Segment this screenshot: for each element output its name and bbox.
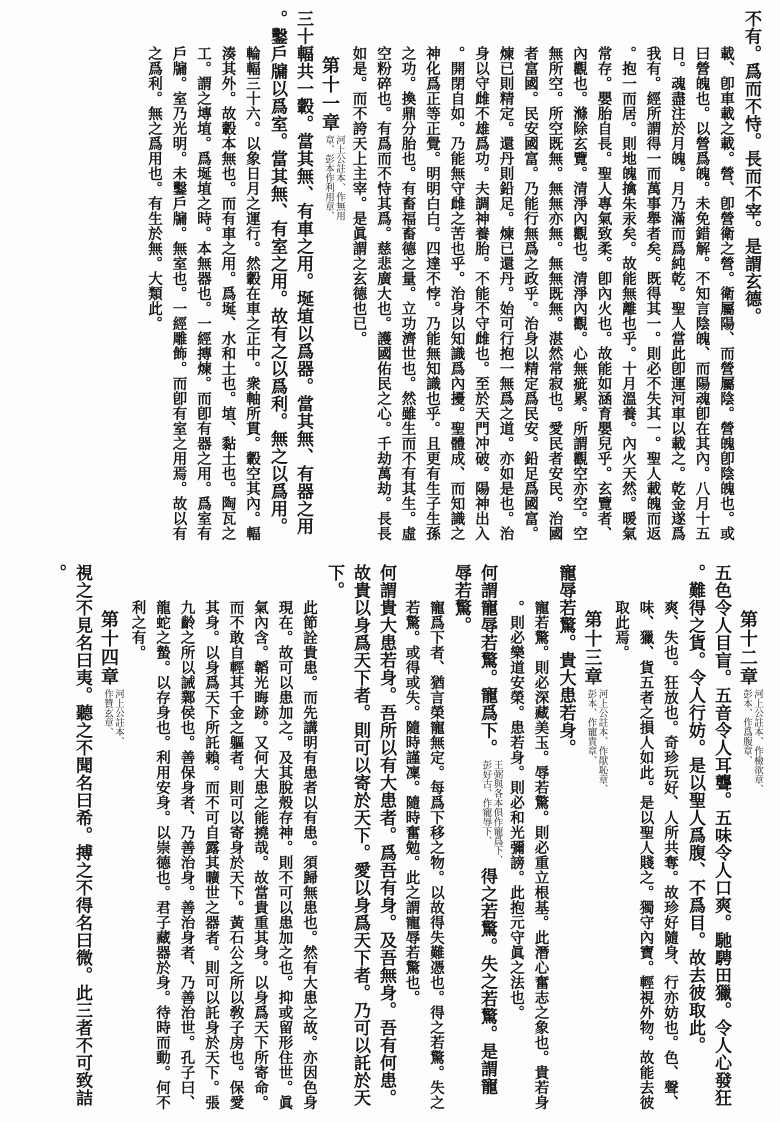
edition-variant-note: 河上公註本、作無用章、彭本作利用章、 (323, 135, 345, 221)
edition-variant-note: 河上公註本、作檢欲章、彭本、作爲腹章、 (741, 689, 763, 794)
chapter-heading: 第十四章河上公註本、作贊玄章、 (95, 610, 125, 1112)
commentary-text: 輪輻三十六。以象日月之運行。然轂在車之正中。衆軸所貫。轂空其內。輻湊其外。故轂本無也。而有車之用。爲埏、水和土也。埴、黏土也。陶瓦之工。謂之塼埴。爲埏埴之時。本無器也。一經摶煉。而卽有器之用。爲室有戶牖。室乃光明。未鑿戶牖。無室也。一經雕飾。而卽有室之用焉。故以有之爲利。無之爲用也。有生於無。大類此。 (146, 46, 261, 541)
scripture-text: 三十輻共一轂。當其無、有車之用。埏埴以爲器。當其無、有器之用。鑿戶牖以爲室。當其無、有室之用。故有之以爲利。無之以爲用。 (267, 10, 313, 535)
edition-variant-note: 河上公註本、作贊玄章、 (102, 689, 124, 746)
edition-variant-note: 河上公註本、作猒恥章、彭本、作寵貴章、 (585, 689, 608, 794)
scripture-text: 五色令人目盲。五音令人耳聾。五味令人口爽。馳騁田獵。令人心發狂。難得之貨。令人行妨。是以聖人爲腹、不爲目。故去彼取此。 (685, 564, 731, 1107)
edition-variant-note: 王弼與各本俱作寵爲下、彭好古、作寵辱下、 (480, 759, 503, 864)
scripture-text: 寵辱若驚。貴大患若身。 (555, 564, 576, 757)
scripture-text: 視之不見名曰夷。聽之不聞名曰希。搏之不得名曰微。此三者不可致詰。 (46, 564, 92, 1107)
page-bottom-register (16, 564, 764, 1112)
commentary-text: 寵爲下者、猶言榮寵無定。每爲下移之物。以故得失難憑也。得之若驚。失之若驚。或得或失。隨時謹凜。隨時奮勉。此之謂寵辱若驚也。 (403, 600, 445, 1110)
chapter-heading: 第十三章河上公註本、作猒恥章、彭本、作寵貴章、 (581, 610, 608, 794)
commentary-text: 寵若驚。則必深藏美玉。辱若驚。則必重立根基。此潛心奮志之象也。貴若身。則必樂道安榮。患若身。則必和光彌謗。此抱元守眞之法也。 (508, 600, 550, 1110)
chapter-heading: 第十一章河上公註本、作無用章、彭本作利用章、 (316, 56, 346, 548)
commentary-text: 載、卽車載之載。營、卽營衛之營。衛屬陽、而營屬陰。營魄卽陰魄也。或曰營魄也。以營爲魄。未免錯解。不知言陰魄、而陽魂卽在其內。八月十五日。魂盡注於月魄。月乃滿而爲純乾。聖人當此卽運河車以載之。乾金遂爲我有。經所謂得一而萬事舉者矣。既得其一。則必不失其一。聖人載魄而返。抱一而居。則地魄擒朱汞矣。故能無離也乎。十月溫養。內火天然。暖氣常存。嬰胎自長。聖人專氣致柔。卽內火也。故能如涵育嬰兒乎。玄覽者、內觀也。滌除玄覽。清淨內觀也。清淨內觀。心無疵累。所謂觀空亦空。空無所空。所空既無。無無亦無。無無既無。湛然常寂也。愛民者安民。治國者富國。民安國富。乃能行無爲之政乎。治身以精定爲民安。鉛足爲國富。煉已則精定。還丹則鉛足。煉已還丹。始可行抱一無爲之道。亦如是也。治身以守雌不雄爲功。夫調神養胎。不能不守雌也。至於天門冲破。陽神出入。開閉自如。乃能無守雌之苦也乎。治身以知識爲內擾。聖體成、而知識之神化爲正等正覺。明明白白。四達不悖。乃能無知識也乎。且更有生子生孫之功。換鼎分胎也。有畜福畜德之量。立功濟世也。然雖生而不有其生。虛空粉碎也。有爲而不恃其爲。慈悲廣大也。護國佑民之心。千劫萬劫。長長如是。而不誇天上主宰。是眞謂之玄德也已。 (350, 46, 735, 541)
scripture-text: 何謂貴大患若身。吾所以有大患者。爲吾有身。及吾無身。吾有何患。故貴以身爲天下者。則可以寄於天下。愛以身爲天下者。乃可以託於天下。 (324, 564, 396, 1107)
scripture-text: 不有。爲而不恃。長而不宰。是謂玄德。 (741, 10, 761, 325)
page-top-register (16, 10, 764, 548)
chapter-heading: 第十二章河上公註本、作檢欲章、彭本、作爲腹章、 (737, 610, 763, 794)
commentary-text: 爽、失也。狂放也。奇珍玩好、人所共奪。故珍好隨身、行亦妨也。色、聲、味、獵、貨五者之損人如此。是以聖人賤之。獨守內寶。輕視外物。故能去彼取此焉。 (613, 600, 679, 1110)
commentary-text: 此節詮貴患。而先講明有患者以有患。須歸無患也。然有大患之故。亦因色身現在。故可以患加之。及其脫殼存神。則不可以患加之也。抑或留形住世。眞氣內含。韜光晦跡。又何大患之能撓哉。故當貴重其身。以身爲天下所寄命。而不敢自輕其千金之軀者。則可以寄身於天下。黃石公之所以敎子房也。保愛其身。以身爲天下所託賴。而不可自露其曠世之器者。則可以託身於天下。張九齡之所以誡鄴侯也。善保身者、乃善治身。善治身者、乃善治世。孔子曰、龍蛇之蟄。以存身也。利用安身。以崇德也。君子藏器於身。待時而動。何不利之有。 (129, 600, 318, 1110)
scripture-text: 何謂寵辱若驚。寵爲下。王弼與各本俱作寵爲下、彭好古、作寵辱下、得之若驚。失之若驚。是謂寵辱若驚。 (451, 564, 503, 1095)
